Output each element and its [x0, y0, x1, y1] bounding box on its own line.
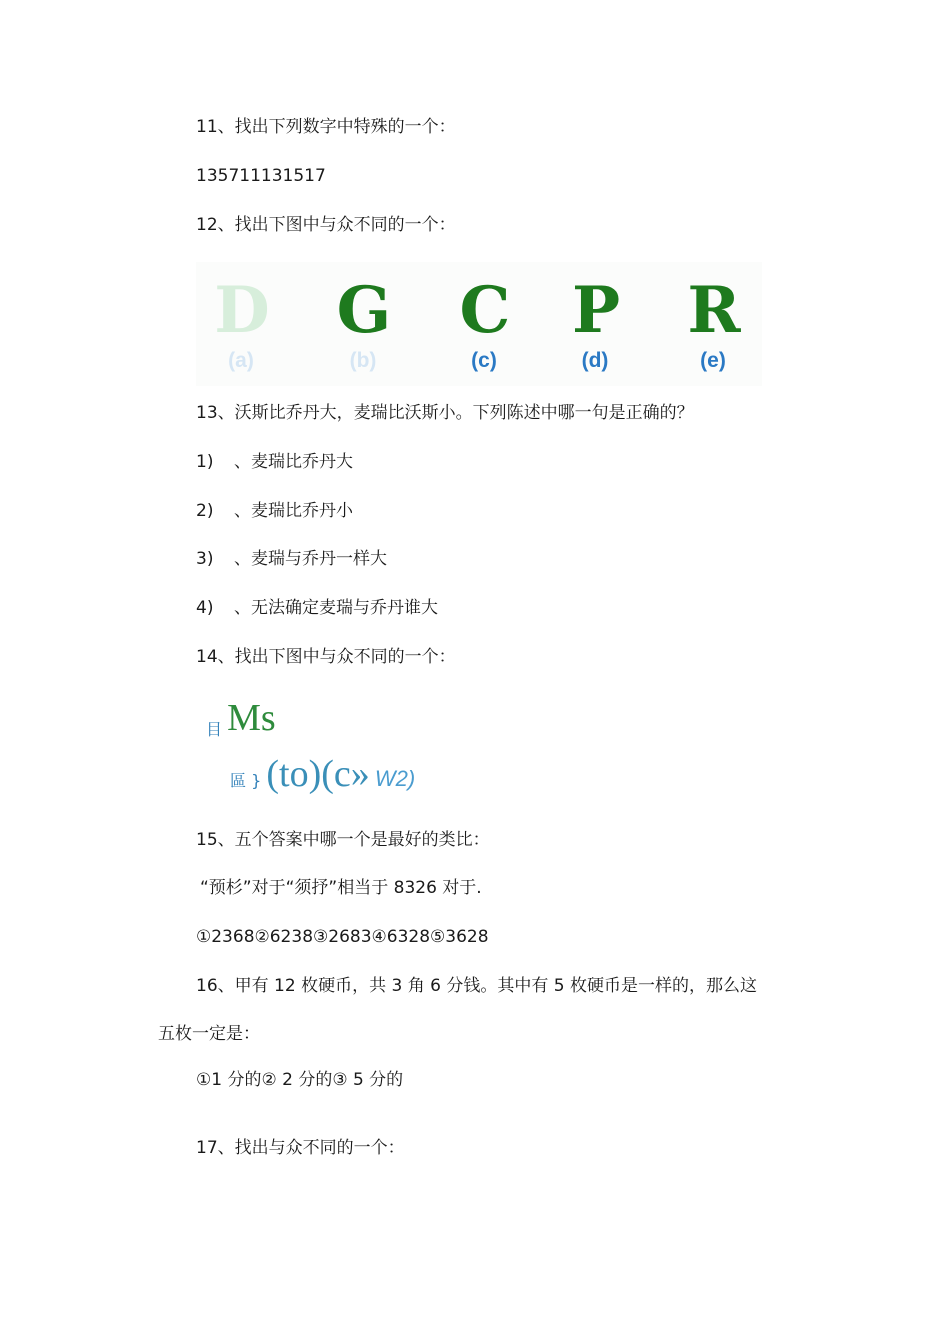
option-text: 、无法确定麦瑞与乔丹谁大: [234, 598, 438, 618]
letter-caption: (d): [581, 349, 609, 372]
option-number: 3): [196, 549, 214, 569]
option-number: 2): [196, 501, 214, 521]
q13-option-3: [196, 548, 387, 570]
q11-title: 11、找出下列数字中特殊的一个：: [196, 117, 456, 137]
letter-caption: (a): [228, 349, 254, 372]
q12-title: 12、找出下图中与众不同的一个：: [196, 215, 456, 235]
q13-option-2: [196, 500, 353, 522]
letter-card-c: [439, 262, 529, 386]
option-number: 4): [196, 598, 214, 618]
option-text: 、麦瑞与乔丹一样大: [234, 549, 387, 569]
q17-title: 17、找出与众不同的一个：: [196, 1138, 405, 1158]
q14-figure-top: [206, 696, 276, 740]
q15-title: 15、五个答案中哪一个是最好的类比：: [196, 830, 490, 850]
letter-glyph: P: [571, 273, 619, 348]
letter-glyph: R: [687, 273, 739, 348]
letter-glyph: G: [336, 273, 390, 348]
q16-options: ①1 分的② 2 分的③ 5 分的: [196, 1070, 404, 1090]
q16-title-continued: 五枚一定是：: [158, 1024, 260, 1044]
q14-figure-bottom-italic: W2): [374, 766, 416, 791]
letter-caption: (c): [471, 349, 497, 372]
letter-card-a: [196, 262, 286, 386]
q14-figure-top-small: 目: [206, 720, 223, 739]
q15-options: ①2368②6238③2683④6328⑤3628: [196, 927, 489, 947]
option-text: 、麦瑞比乔丹小: [234, 501, 353, 521]
letter-caption: (b): [349, 349, 377, 372]
option-text: 、麦瑞比乔丹大: [234, 452, 353, 472]
q15-body: “预杉”对于“须抒”相当于 8326 对于.: [200, 878, 482, 898]
letter-glyph: D: [214, 273, 268, 348]
q14-title: 14、找出下图中与众不同的一个：: [196, 647, 456, 667]
q16-title: 16、甲有 12 枚硬币，共 3 角 6 分钱。其中有 5 枚硬币是一样的，那么这: [196, 976, 757, 996]
letter-card-d: [550, 262, 640, 386]
letter-card-e: [668, 262, 758, 386]
q14-figure-top-big: Ms: [227, 697, 276, 739]
letter-card-b: [318, 262, 408, 386]
letter-glyph: C: [459, 273, 509, 348]
q13-title: 13、沃斯比乔丹大，麦瑞比沃斯小。下列陈述中哪一句是正确的？: [196, 403, 694, 423]
option-number: 1): [196, 452, 214, 472]
q13-option-1: [196, 451, 353, 473]
q13-option-4: [196, 597, 438, 619]
letter-caption: (e): [700, 349, 726, 372]
q14-figure-bottom-big: (to)(c»: [266, 753, 370, 795]
q14-figure-bottom: [230, 752, 415, 796]
q14-figure-bottom-small: 區 }: [230, 771, 262, 790]
q12-letter-figure: [196, 262, 762, 386]
q11-numbers: 135711131517: [196, 166, 326, 186]
